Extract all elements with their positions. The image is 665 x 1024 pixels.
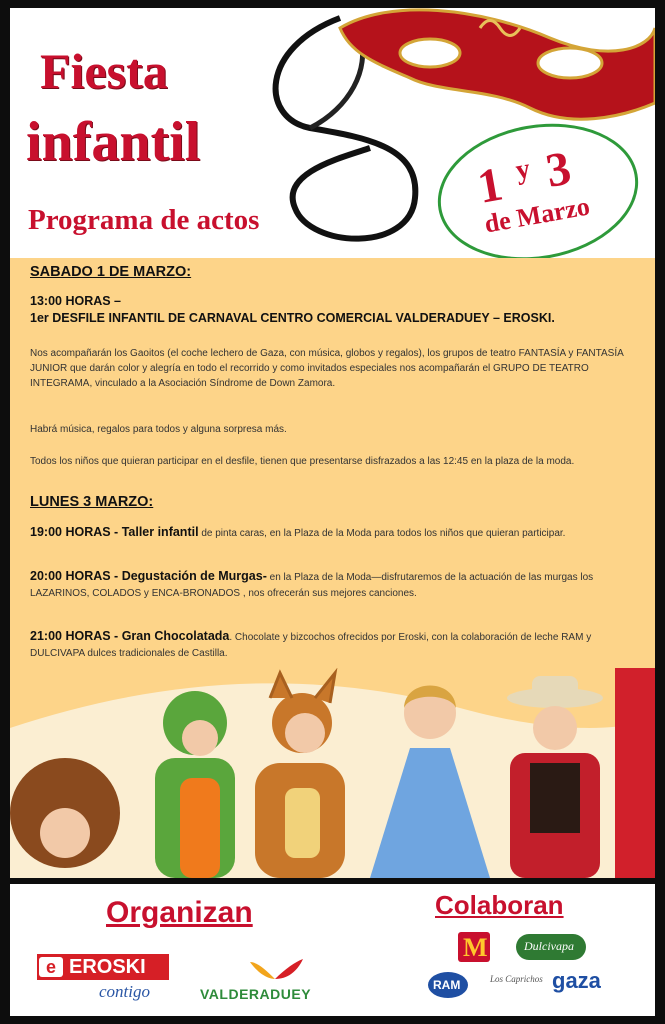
day3-event-1 xyxy=(30,524,630,542)
date-conjunction: y xyxy=(513,153,533,187)
dulcivapa-logo xyxy=(516,934,586,960)
caprichos-name: Los Caprichos xyxy=(490,974,543,984)
black-ribbon-2 xyxy=(310,38,363,128)
day1-event: 1er DESFILE INFANTIL DE CARNAVAL CENTRO COMERCIAL VALDERADUEY – EROSKI. xyxy=(30,311,555,325)
mcdonalds-m: M xyxy=(463,933,488,962)
caprichos-logo xyxy=(480,972,550,1000)
dulcivapa-name: Dulcivapa xyxy=(524,939,574,953)
gaza-logo xyxy=(550,968,610,1002)
title-line-2: infantil xyxy=(26,111,201,173)
day3-event-3 xyxy=(30,628,630,662)
eroski-e-mark: e xyxy=(39,957,63,977)
event-3-detail: . Chocolate y bizcochos ofrecidos por Eroski, con la colaboración de leche RAM y DULCIVAPA dulces tradicionales de Castilla. xyxy=(30,632,592,659)
eroski-logo-box xyxy=(37,954,169,980)
cowboy-face xyxy=(533,706,577,750)
date-month: de Marzo xyxy=(482,191,592,239)
event-1-title: 19:00 HORAS - Taller infantil xyxy=(30,525,199,539)
date-day-1: 1 xyxy=(473,157,507,214)
kangaroo-belly xyxy=(285,788,320,858)
superhero-edge xyxy=(615,668,655,878)
valderaduey-logo xyxy=(200,954,350,1009)
valderaduey-name: VALDERADUEY xyxy=(200,986,312,1002)
day1-time: 13:00 HORAS – xyxy=(30,294,122,308)
eroski-logo xyxy=(37,954,172,1006)
mcdonalds-logo xyxy=(458,932,490,962)
lion-face xyxy=(40,808,90,858)
day1-heading: SABADO 1 DE MARZO: xyxy=(30,264,192,280)
date-day-3: 3 xyxy=(542,141,575,198)
cowboy-vest xyxy=(530,763,580,833)
mask-eye-right xyxy=(538,48,602,78)
title-line-1: Fiesta xyxy=(40,43,168,99)
ram-name: RAM xyxy=(433,978,461,992)
day3-event-2 xyxy=(30,568,630,602)
event-1-detail: de pinta caras, en la Plaza de la Moda para todos los niños que quieran participar. xyxy=(198,528,566,539)
ram-logo xyxy=(428,972,468,998)
organizers-heading: Organizan xyxy=(106,896,253,929)
day1-extras: Habrá música, regalos para todos y alguna sorpresa más. xyxy=(30,424,287,435)
dinosaur-face xyxy=(182,720,218,756)
event-2-detail: en la Plaza de la Moda—disfrutaremos de la actuación de las murgas los LAZARINOS, COLADOS y ENCA-BRONADOS , nos ofrecerán sus mejores canciones. xyxy=(30,572,594,599)
eroski-tagline: contigo xyxy=(99,982,150,1001)
valderaduey-emblem xyxy=(245,954,305,984)
eroski-name: EROSKI xyxy=(69,956,146,978)
costumed-children-illustration xyxy=(10,668,655,878)
dinosaur-belly xyxy=(180,778,220,878)
mask-eye-left xyxy=(400,39,460,67)
day1-instructions: Todos los niños que quieran participar en el desfile, tienen que presentarse disfrazados a las 12:45 en la plaza de la moda. xyxy=(30,456,575,467)
collaborators-heading: Colaboran xyxy=(435,890,564,920)
event-3-title: 21:00 HORAS - Gran Chocolatada xyxy=(30,629,230,643)
subtitle: Programa de actos xyxy=(28,204,260,236)
cowboy-hat-crown xyxy=(532,676,578,700)
header-area xyxy=(10,8,655,258)
day3-heading: LUNES 3 MARZO: xyxy=(30,494,154,510)
event-2-title: 20:00 HORAS - Degustación de Murgas- xyxy=(30,569,267,583)
sponsors-area xyxy=(10,884,655,1016)
program-panel xyxy=(10,258,655,878)
day1-description: Nos acompañarán los Gaoitos (el coche lechero de Gaza, con música, globos y regalos), los grupos de teatro FANTASÍA y FANTASÍA JUNIOR que darán color y alegría en todo el recorrido y como invitados especiales nos acompañarán el GRUPO DE TEATRO INTEGRAMA, vinculado a la Asociación Síndrome de Down Zamora. xyxy=(30,348,624,389)
kangaroo-face xyxy=(285,713,325,753)
gaza-name: gaza xyxy=(552,968,601,993)
